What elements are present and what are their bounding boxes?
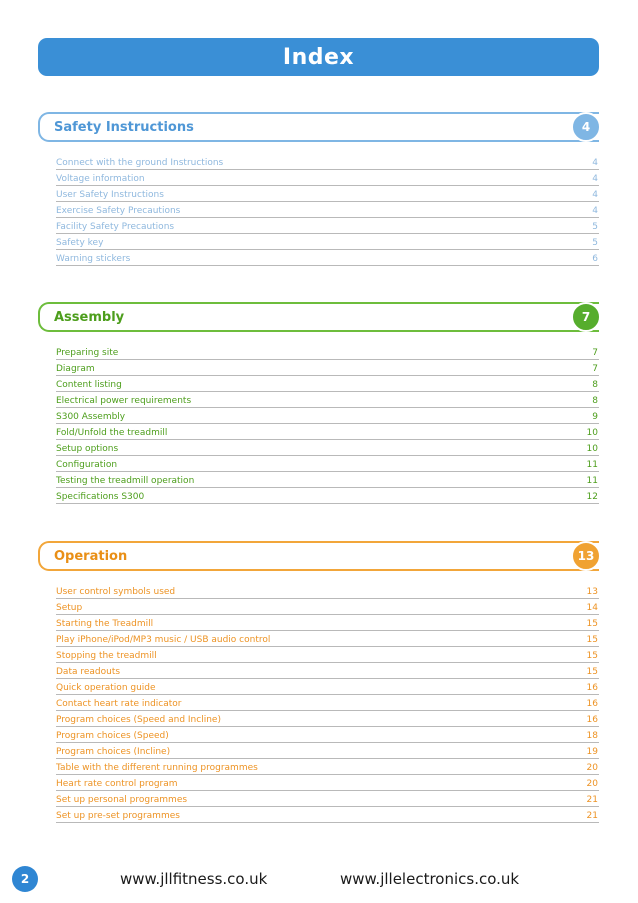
entry-label: Testing the treadmill operation: [56, 476, 195, 486]
toc-entry[interactable]: [56, 250, 599, 266]
toc-entry[interactable]: [56, 711, 599, 727]
entry-label: Setup options: [56, 444, 119, 454]
entry-label: Program choices (Incline): [56, 747, 171, 757]
entry-page: 15: [586, 667, 598, 677]
entry-label: Diagram: [56, 364, 95, 374]
toc-entry[interactable]: [56, 615, 599, 631]
entry-label: Set up personal programmes: [56, 795, 188, 805]
toc-entry[interactable]: [56, 583, 599, 599]
entry-page: 16: [586, 683, 598, 693]
jllelectronics-link[interactable]: www.jllelectronics.co.uk: [340, 870, 520, 888]
section-page-badge: 4: [571, 112, 601, 142]
entry-label: Exercise Safety Precautions: [56, 206, 181, 216]
jllfitness-link[interactable]: www.jllfitness.co.uk: [120, 870, 268, 888]
entry-page: 15: [586, 635, 598, 645]
entry-label: Content listing: [56, 380, 122, 390]
entry-label: Facility Safety Precautions: [56, 222, 175, 232]
entry-page: 20: [586, 779, 598, 789]
section-operation: [38, 541, 599, 823]
entry-page: 8: [592, 396, 598, 406]
toc-entry[interactable]: [56, 456, 599, 472]
entry-label: Connect with the ground Instructions: [56, 158, 224, 168]
toc-entry[interactable]: [56, 647, 599, 663]
toc-entry[interactable]: [56, 392, 599, 408]
section-assembly: [38, 302, 599, 504]
entry-page: 20: [586, 763, 598, 773]
entry-label: Setup: [56, 603, 83, 613]
page-number-badge: 2: [12, 866, 38, 892]
entry-label: Fold/Unfold the treadmill: [56, 428, 168, 438]
entry-page: 10: [586, 428, 598, 438]
entry-page: 9: [592, 412, 598, 422]
entry-page: 4: [592, 206, 598, 216]
toc-entry[interactable]: [56, 759, 599, 775]
entry-label: Voltage information: [56, 174, 145, 184]
entry-page: 15: [586, 619, 598, 629]
entry-page: 4: [592, 190, 598, 200]
entry-label: Electrical power requirements: [56, 396, 192, 406]
entry-page: 4: [592, 174, 598, 184]
entry-label: Heart rate control program: [56, 779, 178, 789]
entry-page: 12: [586, 492, 598, 502]
toc-entry[interactable]: [56, 376, 599, 392]
toc-entry[interactable]: [56, 234, 599, 250]
entry-page: 7: [592, 348, 598, 358]
entry-page: 16: [586, 715, 598, 725]
section-header-safety[interactable]: [38, 112, 599, 142]
entry-label: User Safety Instructions: [56, 190, 164, 200]
entry-page: 13: [586, 587, 598, 597]
index-title-bar: [38, 38, 599, 76]
entry-label: Play iPhone/iPod/MP3 music / USB audio control: [56, 635, 271, 645]
toc-entry[interactable]: [56, 679, 599, 695]
toc-entry[interactable]: [56, 472, 599, 488]
entry-list: [56, 583, 599, 823]
entry-label: Warning stickers: [56, 254, 131, 264]
entry-label: Specifications S300: [56, 492, 145, 502]
entry-page: 5: [592, 222, 598, 232]
section-header-operation[interactable]: [38, 541, 599, 571]
entry-page: 18: [586, 731, 598, 741]
section-page-badge: 13: [571, 541, 601, 571]
section-title: Assembly: [54, 309, 125, 325]
toc-entry[interactable]: [56, 154, 599, 170]
entry-label: User control symbols used: [56, 587, 176, 597]
entry-label: Preparing site: [56, 348, 119, 358]
toc-entry[interactable]: [56, 791, 599, 807]
toc-entry[interactable]: [56, 599, 599, 615]
entry-page: 14: [586, 603, 598, 613]
entry-page: 21: [586, 811, 598, 821]
entry-page: 19: [586, 747, 598, 757]
entry-label: Stopping the treadmill: [56, 651, 157, 661]
toc-entry[interactable]: [56, 631, 599, 647]
toc-entry[interactable]: [56, 408, 599, 424]
section-safety-instructions: [38, 112, 599, 266]
toc-entry[interactable]: [56, 186, 599, 202]
entry-page: 11: [586, 476, 598, 486]
entry-label: Configuration: [56, 460, 118, 470]
toc-entry[interactable]: [56, 202, 599, 218]
entry-label: Program choices (Speed): [56, 731, 169, 741]
entry-page: 5: [592, 238, 598, 248]
section-title: Operation: [54, 548, 128, 564]
toc-entry[interactable]: [56, 775, 599, 791]
entry-page: 21: [586, 795, 598, 805]
toc-entry[interactable]: [56, 695, 599, 711]
entry-label: Quick operation guide: [56, 683, 156, 693]
page-title: Index: [282, 44, 355, 70]
toc-entry[interactable]: [56, 440, 599, 456]
entry-page: 10: [586, 444, 598, 454]
entry-page: 6: [592, 254, 598, 264]
entry-label: S300 Assembly: [56, 412, 126, 422]
toc-entry[interactable]: [56, 360, 599, 376]
entry-label: Data readouts: [56, 667, 121, 677]
section-header-assembly[interactable]: [38, 302, 599, 332]
entry-label: Starting the Treadmill: [56, 619, 154, 629]
entry-label: Program choices (Speed and Incline): [56, 715, 221, 725]
toc-entry[interactable]: [56, 807, 599, 823]
entry-page: 15: [586, 651, 598, 661]
section-page-badge: 7: [571, 302, 601, 332]
toc-entry[interactable]: [56, 663, 599, 679]
toc-entry[interactable]: [56, 727, 599, 743]
toc-entry[interactable]: [56, 218, 599, 234]
entry-label: Table with the different running programmes: [56, 763, 258, 773]
toc-entry[interactable]: [56, 488, 599, 504]
entry-page: 16: [586, 699, 598, 709]
toc-entry[interactable]: [56, 170, 599, 186]
entry-page: 7: [592, 364, 598, 374]
toc-entry[interactable]: [56, 424, 599, 440]
entry-label: Set up pre-set programmes: [56, 811, 180, 821]
entry-list: [56, 154, 599, 266]
toc-entry[interactable]: [56, 344, 599, 360]
entry-page: 11: [586, 460, 598, 470]
entry-label: Safety key: [56, 238, 104, 248]
entry-list: [56, 344, 599, 504]
entry-label: Contact heart rate indicator: [56, 699, 182, 709]
entry-page: 8: [592, 380, 598, 390]
toc-entry[interactable]: [56, 743, 599, 759]
section-title: Safety Instructions: [54, 119, 194, 135]
entry-page: 4: [592, 158, 598, 168]
